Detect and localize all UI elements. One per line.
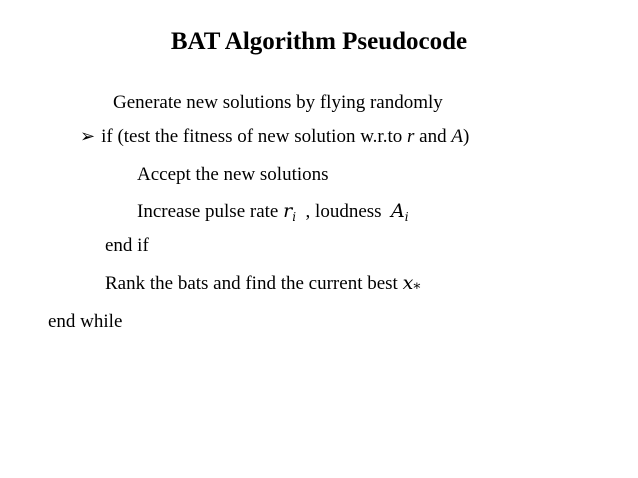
best-solution-symbol: $x_*$ — [402, 272, 421, 297]
increase-mid: , loudness — [296, 201, 392, 222]
variable-r: r — [407, 126, 415, 147]
if-and: and — [414, 126, 452, 147]
pseudocode-line-accept — [137, 163, 329, 187]
variable-a: A — [451, 126, 463, 147]
if-prefix: if (test the fitness of new solution w.r.to — [101, 126, 407, 147]
line-text: end if — [105, 235, 149, 256]
pseudocode-line-rank — [105, 271, 420, 301]
if-suffix: ) — [462, 126, 470, 147]
line-text: end while — [48, 311, 123, 332]
pseudocode-line-generate — [113, 91, 443, 115]
pseudocode-line-end-while — [48, 310, 122, 334]
rank-prefix: Rank the bats and find the current best — [105, 273, 403, 294]
slide-title: BAT Algorithm Pseudocode — [170, 28, 468, 55]
pseudocode-line-increase — [137, 199, 409, 229]
increase-prefix: Increase pulse rate — [137, 201, 284, 222]
line-text: Accept the new solutions — [137, 164, 329, 185]
loudness-symbol: $A_i$ — [391, 200, 409, 224]
arrowhead-bullet-icon: ➢ — [80, 126, 96, 147]
pseudocode-line-if — [80, 125, 469, 149]
pseudocode-line-end-if — [105, 234, 149, 258]
line-text: Generate new solutions by flying randomly — [113, 92, 443, 113]
pulse-rate-symbol: $r_i$ — [283, 200, 297, 224]
